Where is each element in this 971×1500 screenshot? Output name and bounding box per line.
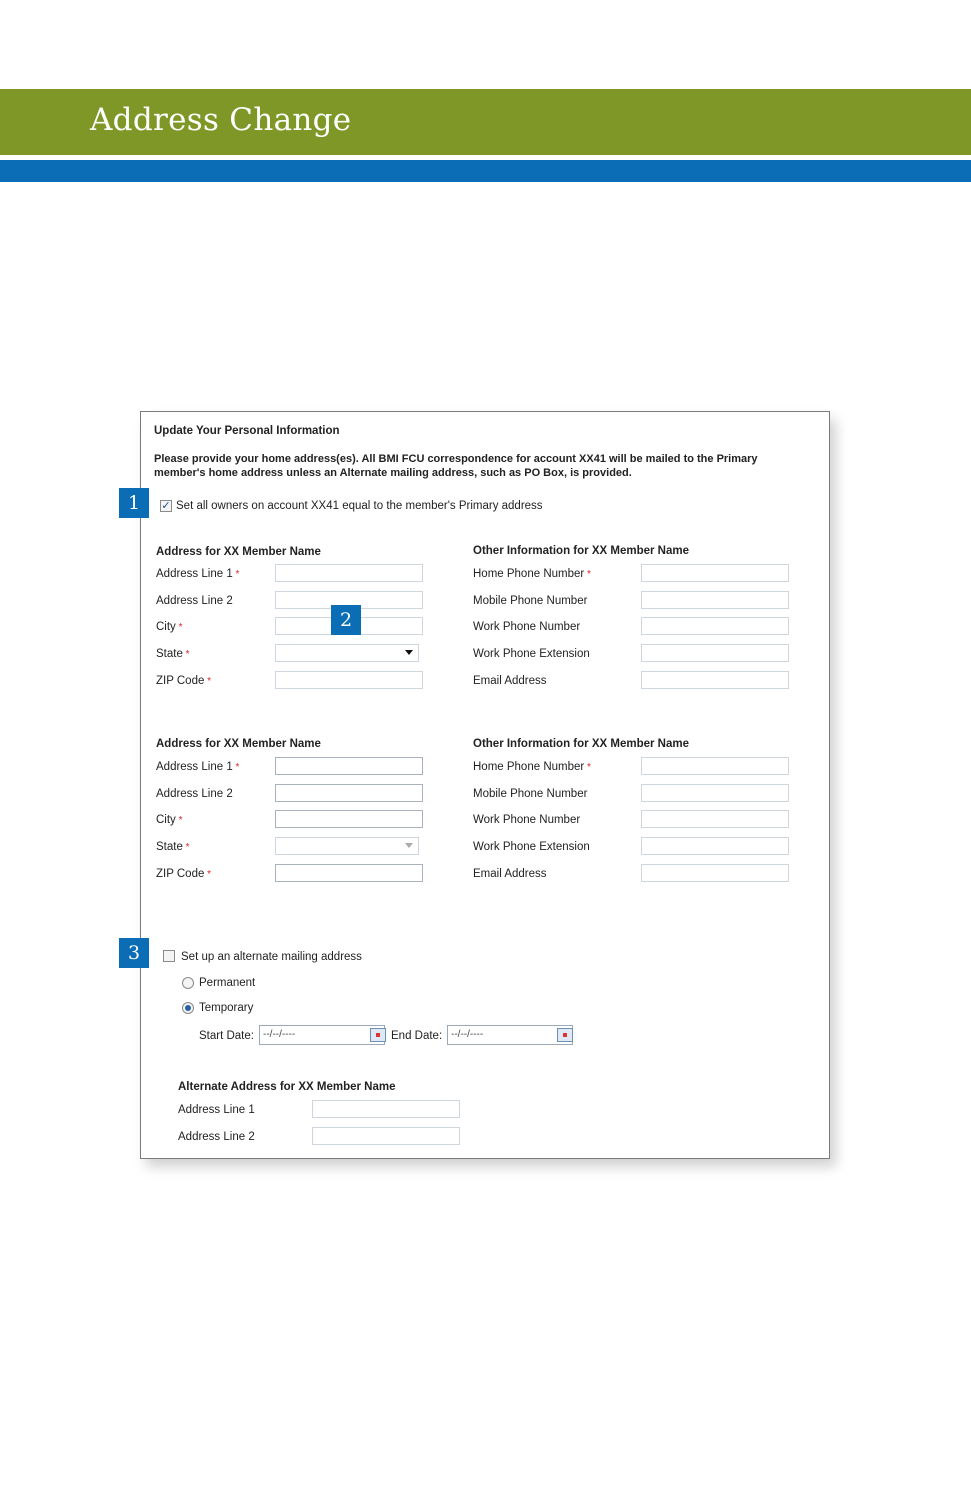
set-all-owners-label: Set all owners on account XX41 equal to the member's Primary address xyxy=(176,500,543,512)
member2-address-heading: Address for XX Member Name xyxy=(156,738,321,750)
member2-work-extension-input[interactable] xyxy=(641,837,789,855)
member1-other-heading: Other Information for XX Member Name xyxy=(473,545,689,557)
start-date-input[interactable]: --/--/---- xyxy=(259,1025,385,1045)
personal-info-form xyxy=(140,411,830,1159)
alternate-address-heading: Alternate Address for XX Member Name xyxy=(178,1081,396,1093)
step-marker-1: 1 xyxy=(119,488,149,518)
member1-mobile-phone-input[interactable] xyxy=(641,591,789,609)
alternate-address-label: Set up an alternate mailing address xyxy=(181,951,362,963)
alternate-address-line2-label: Address Line 2 xyxy=(178,1131,255,1143)
member2-home-phone-input[interactable] xyxy=(641,757,789,775)
step-marker-3: 3 xyxy=(119,938,149,968)
member1-zip-input[interactable] xyxy=(275,671,423,689)
member1-state-label: State * xyxy=(156,648,190,660)
start-date-calendar-icon[interactable] xyxy=(370,1028,386,1042)
member2-zip-input[interactable] xyxy=(275,864,423,882)
member2-work-phone-label: Work Phone Number xyxy=(473,814,581,826)
form-heading: Update Your Personal Information xyxy=(154,425,340,437)
member2-other-heading: Other Information for XX Member Name xyxy=(473,738,689,750)
end-date-label: End Date: xyxy=(391,1030,443,1042)
member2-city-label: City * xyxy=(156,814,182,826)
chevron-down-icon xyxy=(405,843,413,848)
alternate-address-checkbox[interactable] xyxy=(163,950,175,962)
member2-address-line1-input[interactable] xyxy=(275,757,423,775)
member1-state-select[interactable] xyxy=(275,644,419,662)
member1-address-line1-input[interactable] xyxy=(275,564,423,582)
member1-email-label: Email Address xyxy=(473,675,547,687)
alternate-address-line1-label: Address Line 1 xyxy=(178,1104,255,1116)
intro-text-line1: Please provide your home address(es). All BMI FCU correspondence for account XX41 will be mailed to the Primary xyxy=(154,453,758,465)
end-date-calendar-icon[interactable] xyxy=(557,1028,573,1042)
alternate-address-line1-input[interactable] xyxy=(312,1100,460,1118)
member2-work-extension-label: Work Phone Extension xyxy=(473,841,590,853)
member2-city-input[interactable] xyxy=(275,810,423,828)
member1-address-heading: Address for XX Member Name xyxy=(156,546,321,558)
member2-state-select[interactable] xyxy=(275,837,419,855)
chevron-down-icon xyxy=(405,650,413,655)
member1-work-phone-label: Work Phone Number xyxy=(473,621,581,633)
end-date-input[interactable]: --/--/---- xyxy=(447,1025,573,1045)
member1-address-line2-label: Address Line 2 xyxy=(156,595,233,607)
member1-work-phone-input[interactable] xyxy=(641,617,789,635)
member1-zip-label: ZIP Code * xyxy=(156,675,211,687)
permanent-label: Permanent xyxy=(199,977,256,989)
member2-address-line2-label: Address Line 2 xyxy=(156,788,233,800)
member1-home-phone-label: Home Phone Number * xyxy=(473,568,591,580)
member1-city-label: City * xyxy=(156,621,182,633)
member1-home-phone-input[interactable] xyxy=(641,564,789,582)
permanent-radio[interactable] xyxy=(182,977,194,989)
alternate-address-line2-input[interactable] xyxy=(312,1127,460,1145)
member2-mobile-phone-label: Mobile Phone Number xyxy=(473,788,588,800)
member2-home-phone-label: Home Phone Number * xyxy=(473,761,591,773)
member1-address-line1-label: Address Line 1 * xyxy=(156,568,239,580)
member2-zip-label: ZIP Code * xyxy=(156,868,211,880)
start-date-label: Start Date: xyxy=(199,1030,254,1042)
member2-email-input[interactable] xyxy=(641,864,789,882)
step-marker-2: 2 xyxy=(331,605,361,635)
member1-work-extension-input[interactable] xyxy=(641,644,789,662)
member2-state-label: State * xyxy=(156,841,190,853)
member2-address-line2-input[interactable] xyxy=(275,784,423,802)
member2-email-label: Email Address xyxy=(473,868,547,880)
member2-mobile-phone-input[interactable] xyxy=(641,784,789,802)
member1-mobile-phone-label: Mobile Phone Number xyxy=(473,595,588,607)
member1-email-input[interactable] xyxy=(641,671,789,689)
page-title: Address Change xyxy=(90,102,352,138)
member1-work-extension-label: Work Phone Extension xyxy=(473,648,590,660)
set-all-owners-checkbox[interactable]: ✓ xyxy=(161,500,171,512)
temporary-label: Temporary xyxy=(199,1002,254,1014)
header-stripe xyxy=(0,160,971,182)
member2-address-line1-label: Address Line 1 * xyxy=(156,761,239,773)
member2-work-phone-input[interactable] xyxy=(641,810,789,828)
intro-text-line2: member's home address unless an Alternate mailing address, such as PO Box, is provided. xyxy=(154,467,632,479)
temporary-radio[interactable] xyxy=(182,1002,194,1014)
